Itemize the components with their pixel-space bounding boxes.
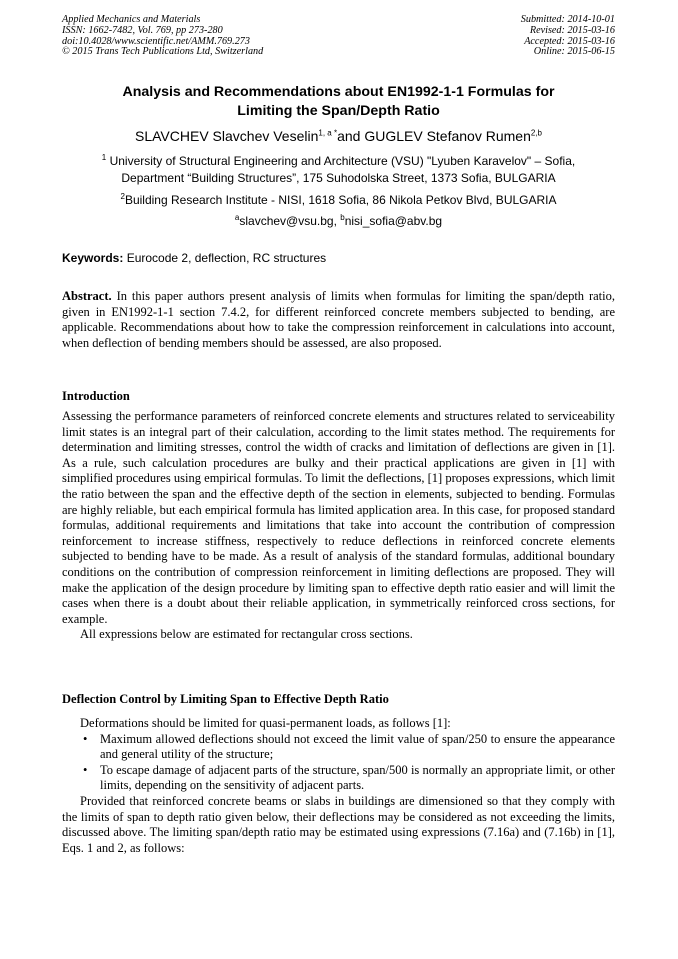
journal-name: Applied Mechanics and Materials: [62, 14, 201, 25]
title-line-1: Analysis and Recommendations about EN1992-1-1 Formulas for: [122, 84, 555, 100]
keywords-label: Keywords:: [62, 251, 124, 265]
author-1-affiliation-mark: 1, a *: [318, 128, 338, 138]
list-item: [62, 763, 615, 794]
title-line-2: Limiting the Span/Depth Ratio: [237, 102, 440, 119]
date-accepted: Accepted: 2015-03-16: [524, 35, 615, 47]
bullet-icon: •: [83, 731, 88, 746]
journal-copyright: © 2015 Trans Tech Publications Ltd, Switzerland: [62, 46, 264, 58]
deflection-body: [62, 716, 615, 856]
introduction-heading: Introduction: [62, 389, 130, 403]
author-2-affiliation-mark: 2,b: [530, 128, 542, 138]
publication-dates: [521, 15, 615, 58]
introduction-paragraph-2: All expressions below are estimated for rectangular cross sections.: [80, 627, 413, 642]
author-1: SLAVCHEV Slavchev Veselin: [135, 128, 319, 144]
author-2: GUGLEV Stefanov Rumen: [364, 128, 531, 144]
author-emails: [62, 213, 615, 230]
email-b[interactable]: nisi_sofia@abv.bg: [344, 214, 443, 228]
date-revised: Revised: 2015-03-16: [529, 24, 615, 36]
date-online: Online: 2015-06-15: [533, 46, 615, 58]
affiliation-1-line-2: Department “Building Structures”, 175 Suhodolska Street, 1373 Sofia, BULGARIA: [121, 170, 556, 185]
keywords: [62, 251, 615, 266]
list-item-text: Maximum allowed deflections should not exceed the limit value of span/250 to ensure the appearance and general utility of the structure;: [100, 731, 615, 762]
abstract-text: In this paper authors present analysis of limits when formulas for limiting the span/depth ratio, given in EN1992-1-1 section 7.4.2, for different reinforced concrete members subjected to bending, are applicable. Recommendations about how to take the compression reinforcement in calculations into account, when deflection of bending members should be assessed, are also proposed.: [62, 289, 615, 350]
list-item: [62, 732, 615, 763]
affiliation-1: [62, 153, 615, 186]
deflection-heading: Deflection Control by Limiting Span to Effective Depth Ratio: [62, 692, 389, 706]
author-list: [62, 127, 615, 145]
journal-doi[interactable]: doi:10.4028/www.scientific.net/AMM.769.273: [62, 35, 250, 47]
keywords-text: Eurocode 2, deflection, RC structures: [123, 251, 327, 265]
affiliation-2-text: Building Research Institute - NISI, 1618 Sofia, 86 Nikola Petkov Blvd, BULGARIA: [124, 193, 557, 207]
email-b-mark: b: [340, 213, 345, 222]
email-a[interactable]: slavchev@vsu.bg,: [239, 214, 341, 228]
deflection-paragraph-2: Provided that reinforced concrete beams or slabs in buildings are dimensioned so that they comply with the limits of span to depth ratio given below, their deflections may be considered as not exceeding the limits, discussed above. The limiting span/depth ratio may be estimated using expressions (7.16a) and (7.16b) in [1], Eqs. 1 and 2, as follows:: [62, 793, 615, 855]
date-submitted: Submitted: 2014-10-01: [520, 14, 615, 25]
affiliation-1-mark: 1: [101, 153, 107, 162]
paper-title: [62, 83, 615, 120]
deflection-paragraph-1: Deformations should be limited for quasi-permanent loads, as follows [1]:: [80, 716, 451, 730]
deflection-limits-list: [62, 732, 615, 794]
abstract-label: Abstract.: [62, 289, 112, 303]
introduction-paragraph-1: Assessing the performance parameters of reinforced concrete elements and structures related to serviceability limit states is an integral part of their calculation, according to the limit states method. The requirements for determination and limiting stresses, control the width of cracks and limitation of deflections are given in [1]. As a rule, such calculation procedures are bulky and their practical applications are given in [1] with simplified procedures using empirical formulas. To limit the deflections, [1] proposes expressions, which limit the ratio between the span and the effective depth of the section in elements, subjected to bending. Formulas are highly reliable, but each empirical formula has limited application area. In this case, for proposed standard formulas, additional requirements and limitations that take into account the contribution of compression reinforcement to increase stiffness, respectively to reduce deflections in reinforced concrete elements subjected to bending have to be made. As a result of analysis of the standard formulas, additional boundary conditions on the contribution of compression reinforcement in limiting deflections are proposed. They will make the application of the design procedure by limiting span to effective depth ratio easier and will limit the cases when there is a doubt about their reliable application, in symmetrically reinforced cross sections, for example.: [62, 409, 615, 626]
affiliation-2: [62, 192, 615, 209]
email-a-mark: a: [234, 213, 240, 222]
abstract: [62, 289, 615, 351]
journal-issn: ISSN: 1662-7482, Vol. 769, pp 273-280: [62, 24, 223, 36]
author-connector: and: [337, 128, 365, 144]
affiliation-1-line-1: University of Structural Engineering and Architecture (VSU) "Lyuben Karavelov" – Sofia,: [109, 154, 576, 168]
bullet-icon: •: [83, 762, 88, 777]
journal-info: [62, 15, 263, 58]
list-item-text: To escape damage of adjacent parts of the structure, span/500 is normally an appropriate limit, or other limits, depending on the sensitivity of adjacent parts.: [100, 762, 615, 793]
affiliation-2-mark: 2: [120, 192, 125, 201]
introduction-body: [62, 409, 615, 643]
